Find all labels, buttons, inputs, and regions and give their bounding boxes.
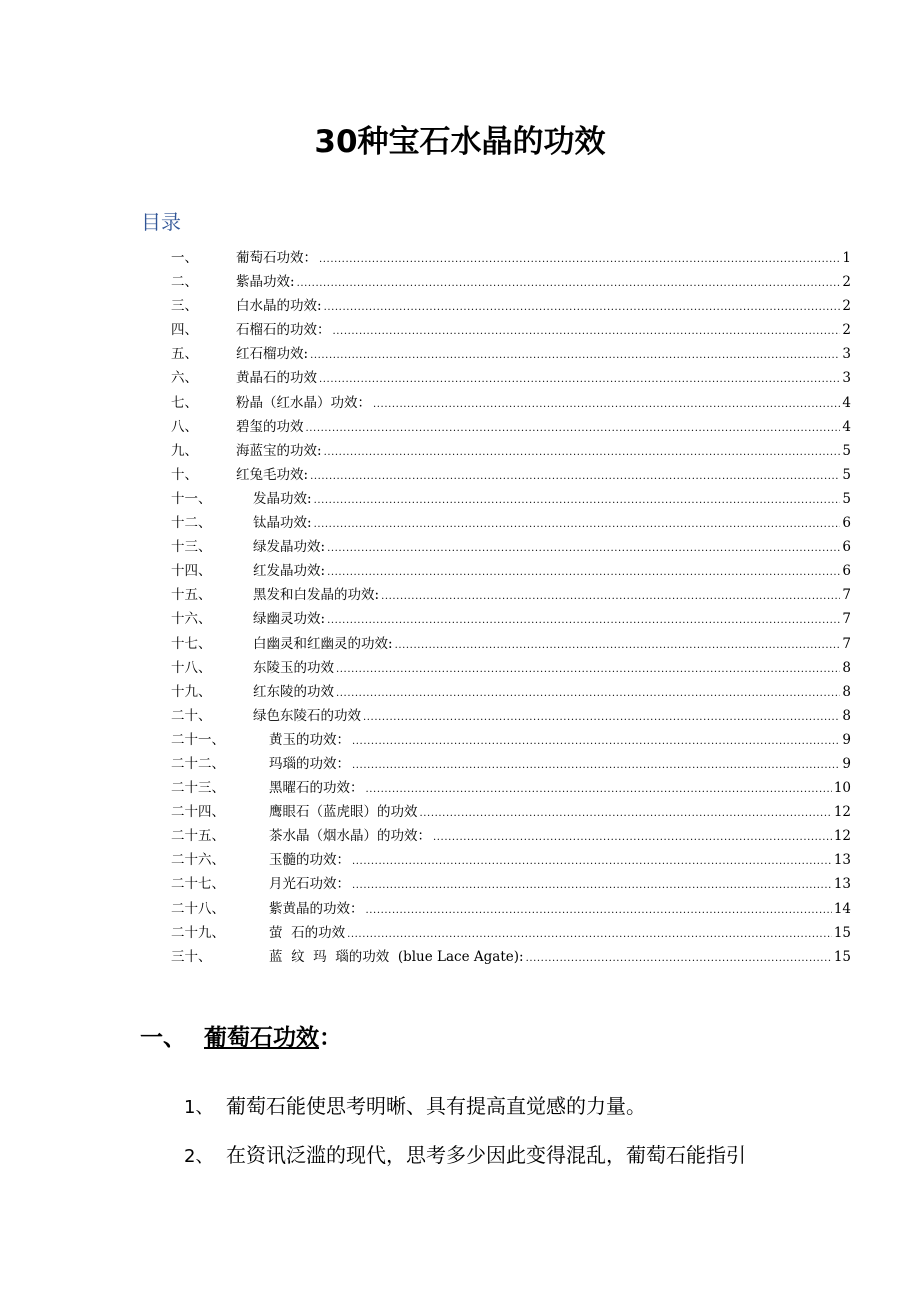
toc-entry[interactable] <box>171 246 851 270</box>
toc-entry-label: 萤 石的功效 <box>269 924 346 941</box>
toc-entry-number: 二十六、 <box>171 852 225 869</box>
toc-entry-page-number: 3 <box>842 370 851 387</box>
toc-entry-page-number: 2 <box>842 322 851 339</box>
toc-entry-number: 四、 <box>171 322 198 339</box>
toc-entry-number: 十二、 <box>171 515 212 532</box>
toc-leader-dots <box>336 682 840 706</box>
toc-entry-page-number: 2 <box>842 298 851 315</box>
toc-leader-dots <box>352 730 840 754</box>
toc-entry-number: 一、 <box>171 250 198 266</box>
toc-entry-number: 二十四、 <box>171 804 225 821</box>
toc-leader-dots <box>352 850 832 874</box>
toc-entry[interactable] <box>171 559 851 583</box>
toc-entry-label: 东陵玉的功效 <box>253 659 334 676</box>
paragraph-number: 1、 <box>184 1097 214 1118</box>
section-number: 一、 <box>140 1024 186 1051</box>
toc-entry-label: 茶水晶（烟水晶）的功效： <box>269 828 431 845</box>
toc-entry-number: 十、 <box>171 466 198 483</box>
toc-leader-dots <box>319 248 840 272</box>
toc-entry-label: 红兔毛功效: <box>236 466 309 483</box>
toc-entry[interactable] <box>171 680 851 704</box>
toc-entry-number: 二十三、 <box>171 780 225 797</box>
toc-entry-number: 十六、 <box>171 611 212 628</box>
document-title: 30种宝石水晶的功效 <box>314 124 606 160</box>
toc-entry-label: 黄玉的功效： <box>269 731 350 748</box>
toc-entry-label: 黑发和白发晶的功效: <box>253 587 380 604</box>
toc-leader-dots <box>381 585 840 609</box>
section-heading <box>140 1019 342 1052</box>
toc-entry-label: 玉髓的功效： <box>269 852 350 869</box>
table-of-contents <box>171 246 851 969</box>
toc-entry-label: 粉晶（红水晶）功效： <box>236 394 371 411</box>
toc-entry-number: 十四、 <box>171 563 212 580</box>
toc-entry-label: 红东陵的功效 <box>253 683 334 700</box>
toc-entry-page-number: 8 <box>842 683 851 700</box>
toc-entry-page-number: 6 <box>842 539 851 556</box>
toc-entry-page-number: 13 <box>833 852 851 869</box>
toc-entry[interactable] <box>171 704 851 728</box>
toc-entry[interactable] <box>171 800 851 824</box>
toc-entry-page-number: 8 <box>842 707 851 724</box>
toc-entry-label: 白幽灵和红幽灵的功效: <box>253 635 393 652</box>
toc-entry-label: 紫黄晶的功效： <box>269 900 364 917</box>
toc-leader-dots <box>366 778 832 802</box>
paragraph-1 <box>184 1090 646 1119</box>
toc-entry-number: 七、 <box>171 394 198 411</box>
toc-entry-page-number: 15 <box>833 924 851 941</box>
toc-entry-page-number: 9 <box>842 755 851 772</box>
toc-leader-dots <box>333 320 841 344</box>
toc-entry-page-number: 15 <box>833 948 851 965</box>
toc-leader-dots <box>336 658 840 682</box>
toc-entry-label: 紫晶功效: <box>236 274 295 291</box>
toc-leader-dots <box>352 874 832 898</box>
toc-entry-page-number: 7 <box>842 587 851 604</box>
toc-entry-page-number: 4 <box>842 418 851 435</box>
toc-heading: 目录 <box>141 210 181 234</box>
toc-entry-page-number: 14 <box>833 900 851 917</box>
toc-entry-number: 二十八、 <box>171 900 225 917</box>
toc-entry[interactable] <box>171 607 851 631</box>
toc-leader-dots <box>420 802 832 826</box>
toc-entry-label: 红石榴功效: <box>236 346 309 363</box>
toc-entry[interactable] <box>171 897 851 921</box>
toc-entry-page-number: 5 <box>842 442 851 459</box>
toc-entry-number: 三、 <box>171 298 198 315</box>
toc-entry-number: 二十二、 <box>171 755 225 772</box>
toc-entry[interactable] <box>171 439 851 463</box>
toc-entry-number: 十三、 <box>171 539 212 556</box>
toc-entry-page-number: 2 <box>842 274 851 291</box>
toc-entry-page-number: 13 <box>833 876 851 893</box>
toc-entry-label: 绿色东陵石的功效 <box>253 707 361 724</box>
toc-entry-number: 六、 <box>171 370 198 387</box>
toc-entry-number: 十七、 <box>171 635 212 652</box>
toc-entry-page-number: 5 <box>842 466 851 483</box>
toc-entry[interactable] <box>171 535 851 559</box>
toc-entry[interactable] <box>171 463 851 487</box>
toc-entry[interactable] <box>171 342 851 366</box>
toc-leader-dots <box>319 368 840 392</box>
toc-entry[interactable] <box>171 872 851 896</box>
toc-entry-label: 红发晶功效: <box>253 563 326 580</box>
toc-entry-number: 五、 <box>171 346 198 363</box>
toc-entry[interactable] <box>171 776 851 800</box>
toc-leader-dots <box>395 634 841 658</box>
toc-leader-dots <box>310 465 840 489</box>
toc-leader-dots <box>433 826 832 850</box>
toc-entry-number: 十一、 <box>171 490 212 507</box>
toc-leader-dots <box>314 489 841 513</box>
toc-entry-number: 十九、 <box>171 683 212 700</box>
toc-entry-label: 海蓝宝的功效: <box>236 442 322 459</box>
toc-entry-number: 十五、 <box>171 587 212 604</box>
toc-entry-number: 二十五、 <box>171 828 225 845</box>
toc-entry-number: 二、 <box>171 274 198 291</box>
toc-entry-page-number: 3 <box>842 346 851 363</box>
toc-entry-page-number: 12 <box>833 804 851 821</box>
toc-leader-dots <box>347 923 832 947</box>
toc-entry-page-number: 7 <box>842 611 851 628</box>
paragraph-text: 葡萄石能使思考明晰、具有提高直觉感的力量。 <box>226 1094 646 1118</box>
toc-leader-dots <box>366 899 832 923</box>
toc-entry-label: 鹰眼石（蓝虎眼）的功效 <box>269 804 418 821</box>
toc-entry[interactable] <box>171 848 851 872</box>
toc-entry-label: 钛晶功效: <box>253 515 312 532</box>
toc-leader-dots <box>324 441 841 465</box>
toc-entry[interactable] <box>171 632 851 656</box>
toc-entry[interactable] <box>171 318 851 342</box>
toc-leader-dots <box>310 344 840 368</box>
toc-leader-dots <box>352 754 840 778</box>
toc-leader-dots <box>327 537 840 561</box>
section-title-link[interactable]: 葡萄石功效 <box>204 1024 319 1051</box>
toc-entry-number: 八、 <box>171 418 198 435</box>
toc-entry[interactable] <box>171 511 851 535</box>
toc-entry-page-number: 10 <box>833 780 851 797</box>
toc-entry-page-number: 12 <box>833 828 851 845</box>
toc-leader-dots <box>327 609 840 633</box>
toc-entry-label: 黑曜石的功效： <box>269 780 364 797</box>
paragraph-2 <box>184 1139 746 1168</box>
toc-entry-label: 绿幽灵功效: <box>253 611 326 628</box>
toc-entry-label: 白水晶的功效: <box>236 298 322 315</box>
toc-entry[interactable] <box>171 270 851 294</box>
section-title-punct: ： <box>319 1024 342 1051</box>
toc-entry-page-number: 8 <box>842 659 851 676</box>
toc-leader-dots <box>363 706 840 730</box>
toc-entry[interactable] <box>171 824 851 848</box>
toc-leader-dots <box>526 947 832 971</box>
toc-entry-page-number: 5 <box>842 490 851 507</box>
toc-entry[interactable] <box>171 921 851 945</box>
toc-entry-label: 石榴石的功效： <box>236 322 331 339</box>
toc-entry[interactable] <box>171 728 851 752</box>
toc-entry[interactable] <box>171 391 851 415</box>
toc-entry-number: 二十九、 <box>171 924 225 941</box>
toc-entry[interactable] <box>171 583 851 607</box>
toc-entry[interactable] <box>171 487 851 511</box>
toc-entry[interactable] <box>171 366 851 390</box>
toc-entry-label: 绿发晶功效: <box>253 539 326 556</box>
toc-entry-label: 发晶功效: <box>253 490 312 507</box>
toc-entry-page-number: 9 <box>842 731 851 748</box>
toc-entry[interactable] <box>171 415 851 439</box>
toc-leader-dots <box>373 393 840 417</box>
toc-entry-label: 黄晶石的功效 <box>236 370 317 387</box>
toc-entry-number: 二十一、 <box>171 731 225 748</box>
toc-entry-page-number: 1 <box>842 250 851 266</box>
toc-entry-number: 二十、 <box>171 707 212 724</box>
toc-entry-number: 三十、 <box>171 948 212 965</box>
toc-entry-label: 碧玺的功效 <box>236 418 304 435</box>
toc-entry-number: 九、 <box>171 442 198 459</box>
toc-entry-page-number: 6 <box>842 563 851 580</box>
toc-entry-number: 十八、 <box>171 659 212 676</box>
toc-entry-label: 玛瑙的功效： <box>269 755 350 772</box>
toc-entry-page-number: 4 <box>842 394 851 411</box>
paragraph-text: 在资讯泛滥的现代，思考多少因此变得混乱，葡萄石能指引 <box>226 1143 746 1167</box>
toc-leader-dots <box>314 513 841 537</box>
toc-entry-label: 蓝 纹 玛 瑙的功效 (blue Lace Agate): <box>269 948 524 965</box>
toc-entry[interactable] <box>171 752 851 776</box>
toc-leader-dots <box>297 272 841 296</box>
toc-entry[interactable] <box>171 945 851 969</box>
toc-leader-dots <box>306 417 841 441</box>
toc-entry[interactable] <box>171 294 851 318</box>
toc-leader-dots <box>327 561 840 585</box>
toc-entry-label: 月光石功效： <box>269 876 350 893</box>
toc-entry-page-number: 6 <box>842 515 851 532</box>
toc-entry-page-number: 7 <box>842 635 851 652</box>
toc-entry-label: 葡萄石功效： <box>236 250 317 266</box>
toc-entry[interactable] <box>171 656 851 680</box>
toc-leader-dots <box>324 296 841 320</box>
toc-entry-number: 二十七、 <box>171 876 225 893</box>
paragraph-number: 2、 <box>184 1146 214 1167</box>
